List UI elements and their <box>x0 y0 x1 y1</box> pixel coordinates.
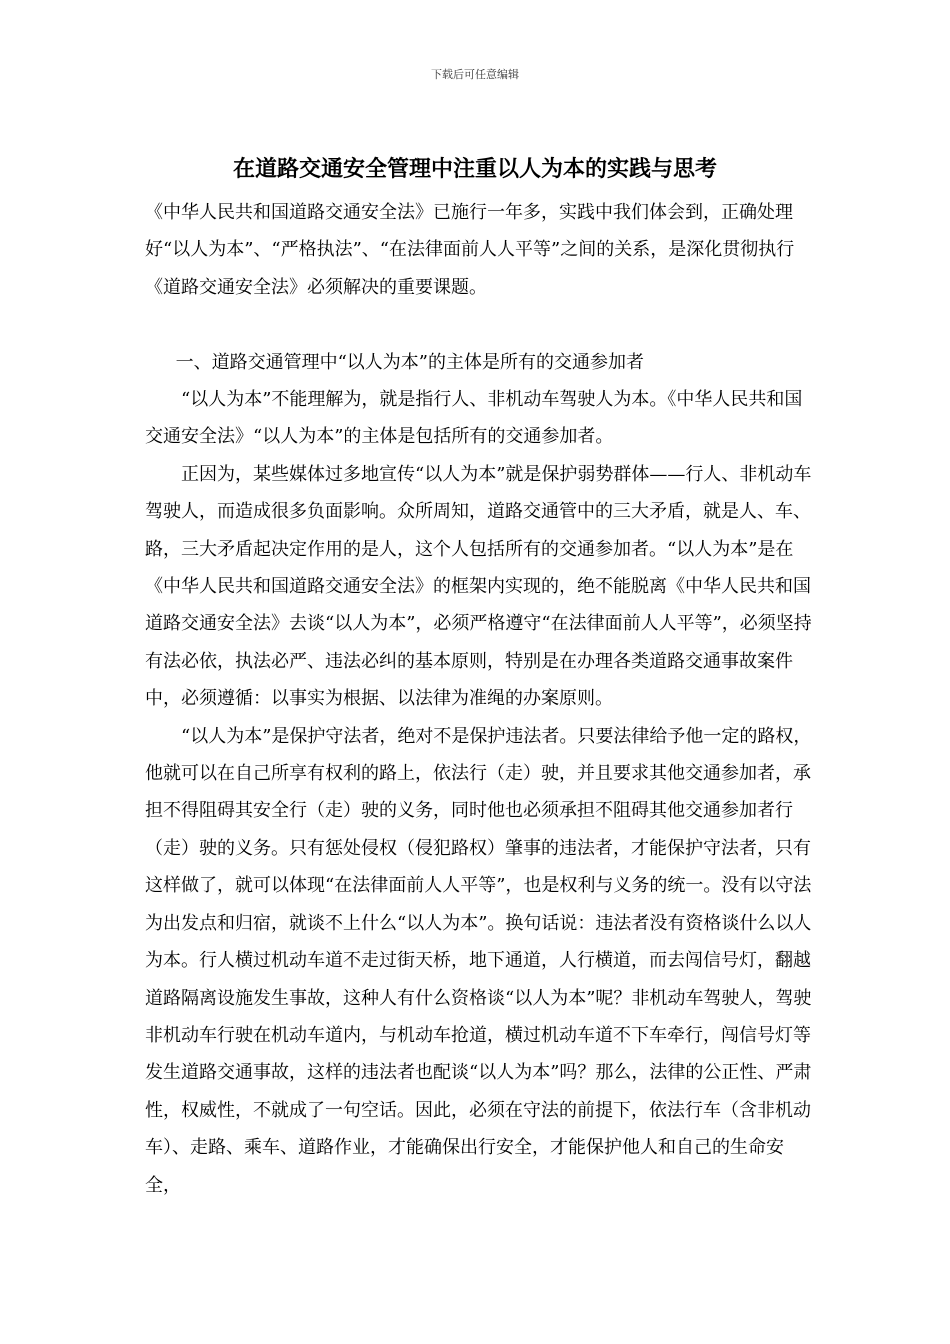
body-paragraph-2: 正因为，某些媒体过多地宣传“以人为本”就是保护弱势群体——行人、非机动车驾驶人，而造成很多负面影响。众所周知，道路交通管中的三大矛盾，就是人、车、路，三大矛盾起决定作用的是人，这个人包括所有的交通参加者。“以人为本”是在《中华人民共和国道路交通安全法》的框架内实现的，绝不能脱离《中华人民共和国道路交通安全法》去谈“以人为本”，必须严格遵守“在法律面前人人平等”，必须坚持有法必依，执法必严、违法必纠的基本原则，特别是在办理各类道路交通事故案件中，必须遵循：以事实为根据、以法律为准绳的办案原则。 <box>145 463 812 710</box>
body-paragraph-1: “以人为本”不能理解为，就是指行人、非机动车驾驶人为本。《中华人民共和国交通安全法》“以人为本”的主体是包括所有的交通参加者。 <box>145 389 803 448</box>
document-title: 在道路交通安全管理中注重以人为本的实践与思考 <box>232 156 717 182</box>
body-paragraph-3: “以人为本”是保护守法者，绝对不是保护违法者。只要法律给予他一定的路权，他就可以在自己所享有权利的路上，依法行（走）驶，并且要求其他交通参加者，承担不得阻碍其安全行（走）驶的义务，同时他也必须承担不阻碍其他交通参加者行（走）驶的义务。只有惩处侵权（侵犯路权）肇事的违法者，才能保护守法者，只有这样做了，就可以体现“在法律面前人人平等”，也是权利与义务的统一。没有以守法为出发点和归宿，就谈不上什么“以人为本”。换句话说：违法者没有资格谈什么以人为本。行人横过机动车道不走过街天桥，地下通道，人行横道，而去闯信号灯，翻越道路隔离设施发生事故，这种人有什么资格谈“以人为本”呢？非机动车驾驶人，驾驶非机动车行驶在机动车道内，与机动车抢道，横过机动车道不下车牵行，闯信号灯等发生道路交通事故，这样的违法者也配谈“以人为本”吗？那么，法律的公正性、严肃性，权威性，不就成了一句空话。因此，必须在守法的前提下，依法行车（含非机动车）、走路、乘车、道路作业，才能确保出行安全，才能保护他人和自己的生命安全， <box>145 725 812 1196</box>
document-body <box>145 194 817 1204</box>
header-note: 下载后可任意编辑 <box>431 68 519 81</box>
paragraph-spacer <box>145 306 817 343</box>
intro-paragraph: 《中华人民共和国道路交通安全法》已施行一年多，实践中我们体会到，正确处理好“以人为本”、“严格执法”、“在法律面前人人平等”之间的关系，是深化贯彻执行《道路交通安全法》必须解决的重要课题。 <box>145 202 795 298</box>
section-heading: 一、道路交通管理中“以人为本”的主体是所有的交通参加者 <box>175 351 644 373</box>
